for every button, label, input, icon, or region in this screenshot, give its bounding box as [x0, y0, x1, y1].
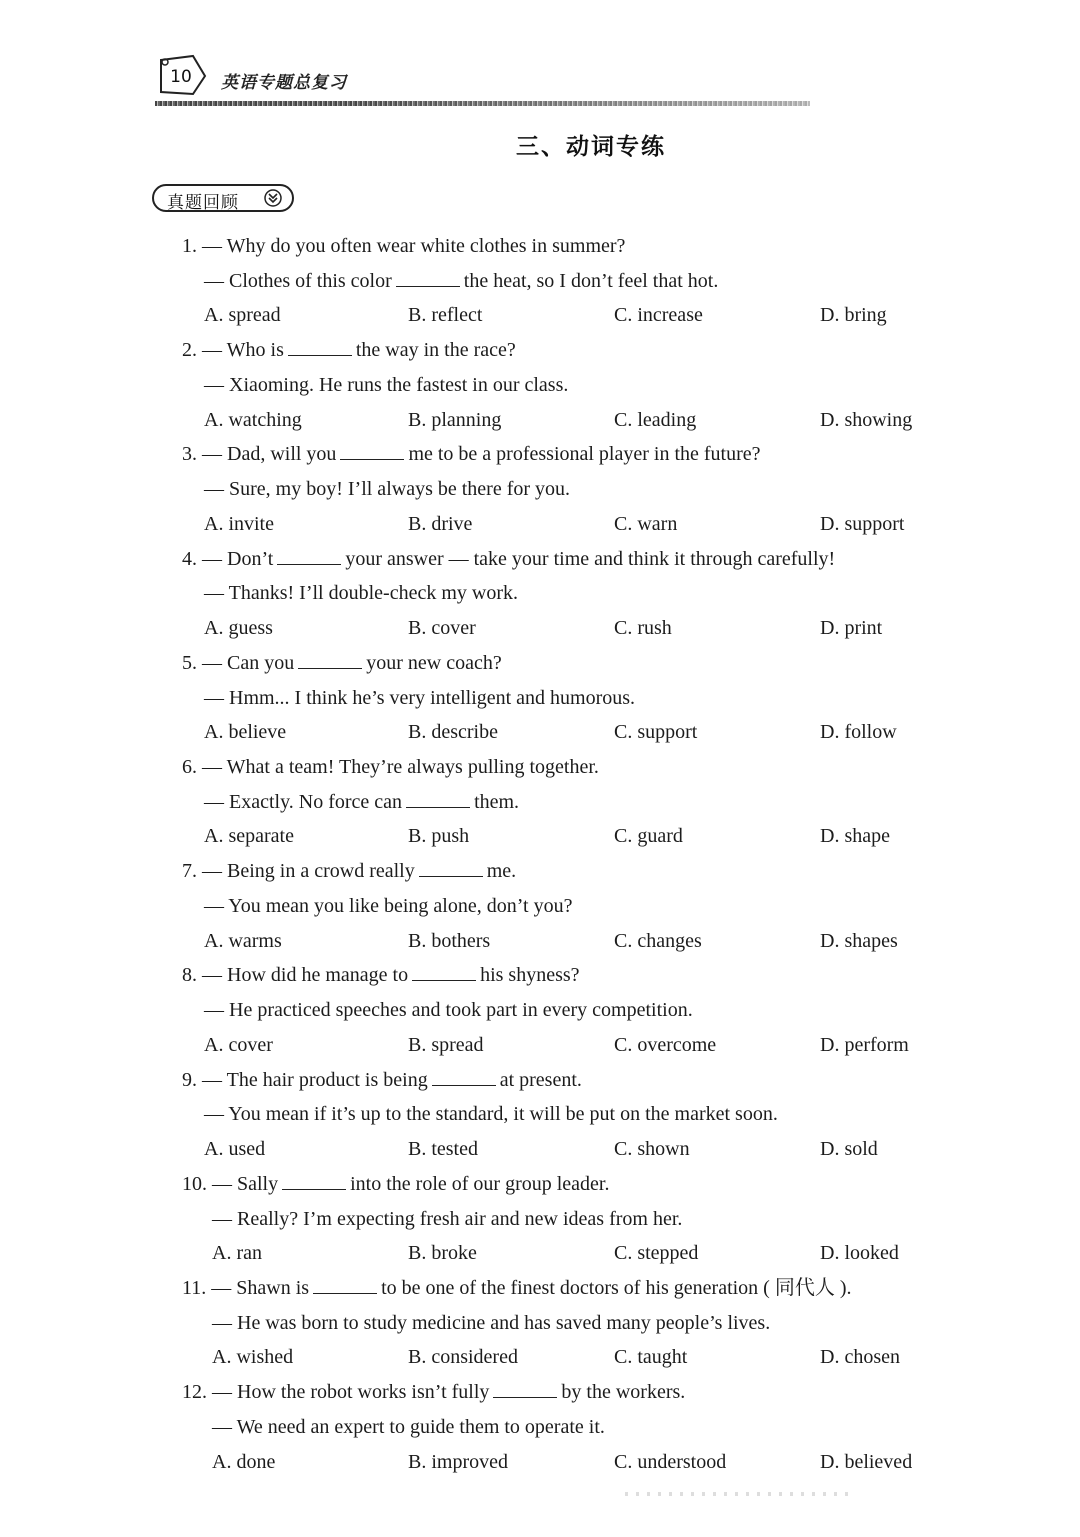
answer-option-a: A. believe — [204, 721, 287, 744]
answer-option-d: D. showing — [820, 408, 913, 431]
question-number: 4. — [182, 547, 197, 570]
answer-option-a: A. spread — [204, 304, 281, 327]
reply-text: — Sure, my boy! I’ll always be there for you. — [204, 478, 571, 501]
question-text-after-blank: into the role of our group leader. — [350, 1172, 610, 1195]
answer-option-a: A. invite — [204, 512, 274, 535]
answer-option-d: D. shapes — [820, 929, 898, 952]
answer-option-a: A. wished — [212, 1346, 294, 1369]
answer-blank — [313, 1277, 377, 1294]
answer-blank — [419, 860, 483, 877]
question-number: 3. — [182, 443, 197, 466]
reply-line — [204, 269, 718, 293]
answer-option-d: D. support — [820, 512, 905, 535]
question-text: — Sally — [212, 1172, 279, 1195]
question-line — [182, 755, 599, 779]
question-text-after-blank: me to be a professional player in the future? — [408, 443, 761, 466]
answer-option-c: C. understood — [614, 1450, 727, 1473]
question-text: — Can you — [202, 651, 295, 674]
answer-option-b: B. considered — [408, 1346, 518, 1369]
question-line — [182, 338, 516, 362]
answer-option-d: D. looked — [820, 1242, 899, 1265]
answer-option-d: D. perform — [820, 1033, 909, 1056]
answer-option-b: B. tested — [408, 1138, 478, 1160]
reply-line — [204, 581, 518, 605]
question-number: 8. — [182, 964, 197, 987]
scan-noise — [625, 1492, 855, 1496]
answer-blank — [340, 443, 404, 460]
question-number: 10. — [182, 1172, 207, 1195]
answer-option-d: D. follow — [820, 721, 897, 744]
reply-line — [204, 894, 572, 918]
reply-line — [204, 1102, 778, 1126]
question-line — [182, 442, 761, 466]
answer-option-c: C. rush — [614, 617, 672, 639]
answer-option-c: C. guard — [614, 825, 683, 848]
answer-blank — [282, 1173, 346, 1190]
answer-option-b: B. spread — [408, 1033, 484, 1056]
answer-blank — [288, 339, 352, 356]
answer-option-d: D. print — [820, 617, 883, 639]
question-text: — Who is — [202, 339, 284, 362]
question-line — [182, 1276, 852, 1300]
answer-option-b: B. cover — [408, 617, 476, 639]
answer-option-a: A. warms — [204, 929, 282, 952]
answer-blank — [412, 964, 476, 981]
question-number: 9. — [182, 1068, 197, 1091]
book-title: 英语专题总复习 — [221, 73, 347, 93]
answer-option-a: A. done — [212, 1450, 276, 1473]
question-text-after-blank: his shyness? — [480, 964, 580, 987]
answer-option-c: C. overcome — [614, 1033, 717, 1056]
question-number: 7. — [182, 860, 197, 883]
answer-option-c: C. increase — [614, 304, 703, 327]
answer-option-b: B. improved — [408, 1450, 508, 1473]
question-number: 5. — [182, 651, 197, 674]
reply-text: — Xiaoming. He runs the fastest in our class. — [204, 373, 569, 396]
answer-option-a: A. separate — [204, 825, 294, 848]
question-line — [182, 1172, 610, 1196]
question-line — [182, 1380, 685, 1404]
answer-option-b: B. push — [408, 825, 470, 848]
question-text: — Why do you often wear white clothes in summer? — [202, 235, 626, 257]
question-number: 6. — [182, 756, 197, 778]
question-text-after-blank: the way in the race? — [355, 339, 516, 362]
reply-line — [212, 1415, 605, 1439]
answer-option-d: D. shape — [820, 825, 890, 848]
reply-line — [204, 686, 635, 710]
reply-line — [212, 1207, 682, 1231]
reply-text: — Clothes of this color — [204, 269, 392, 292]
reply-line — [204, 373, 568, 397]
reply-text: — You mean if it’s up to the standard, it will be put on the market soon. — [204, 1103, 778, 1126]
answer-blank — [432, 1069, 496, 1086]
question-text: — Being in a crowd really — [202, 860, 415, 883]
answer-option-c: C. leading — [614, 408, 697, 431]
answer-option-a: A. watching — [204, 408, 302, 431]
question-text: — Shawn is — [211, 1277, 310, 1299]
answer-option-d: D. bring — [820, 304, 887, 327]
answer-option-b: B. planning — [408, 408, 502, 431]
answer-option-a: A. used — [204, 1138, 266, 1160]
question-number: 11. — [182, 1277, 207, 1299]
question-text-after-blank: by the workers. — [561, 1381, 686, 1404]
reply-line — [204, 790, 519, 814]
question-text-after-blank: your answer — take your time and think it through carefully! — [345, 547, 836, 570]
section-tag-label: 真题回顾 — [167, 193, 239, 213]
answer-blank — [277, 548, 341, 565]
reply-text: — He practiced speeches and took part in every competition. — [204, 999, 693, 1022]
page-header — [155, 52, 810, 108]
answer-option-b: B. bothers — [408, 929, 491, 952]
question-text: — How the robot works isn’t fully — [212, 1381, 490, 1404]
answer-option-c: C. support — [614, 721, 698, 744]
answer-option-c: C. warn — [614, 512, 678, 535]
reply-text: — Thanks! I’ll double-check my work. — [204, 582, 518, 605]
page-number-badge — [155, 52, 207, 98]
answer-blank — [298, 652, 362, 669]
question-line — [182, 1068, 582, 1092]
section-tag — [152, 184, 294, 212]
answer-blank — [406, 791, 470, 808]
reply-line — [204, 998, 693, 1022]
reply-text: — We need an expert to guide them to operate it. — [212, 1415, 605, 1438]
double-chevron-down-icon — [264, 189, 282, 207]
answer-blank — [493, 1381, 557, 1398]
answer-option-d: D. sold — [820, 1138, 878, 1160]
question-line — [182, 963, 580, 987]
answer-option-b: B. reflect — [408, 304, 483, 327]
answer-option-b: B. broke — [408, 1242, 477, 1265]
question-line — [182, 547, 835, 571]
reply-text: — He was born to study medicine and has saved many people’s lives. — [212, 1311, 771, 1334]
answer-option-d: D. believed — [820, 1450, 913, 1473]
section-title: 三、动词专练 — [516, 134, 666, 160]
reply-text-after-blank: the heat, so I don’t feel that hot. — [463, 269, 719, 292]
reply-text: — Hmm... I think he’s very intelligent and humorous. — [204, 686, 636, 709]
question-line — [182, 859, 516, 883]
reply-text-after-blank: them. — [474, 790, 520, 813]
answer-option-d: D. chosen — [820, 1346, 900, 1369]
reply-line — [204, 477, 570, 501]
question-text-after-blank: at present. — [499, 1068, 582, 1091]
question-text-after-blank: me. — [486, 860, 517, 883]
reply-text: — You mean you like being alone, don’t you? — [204, 894, 573, 917]
answer-option-c: C. stepped — [614, 1242, 699, 1265]
answer-option-b: B. drive — [408, 512, 473, 535]
reply-text: — Really? I’m expecting fresh air and new ideas from her. — [212, 1207, 683, 1230]
answer-option-c: C. taught — [614, 1346, 688, 1369]
answer-option-c: C. shown — [614, 1138, 690, 1160]
question-number: 12. — [182, 1381, 207, 1404]
question-text: — What a team! They’re always pulling together. — [202, 756, 599, 778]
question-number: 1. — [182, 235, 197, 257]
question-line — [182, 651, 502, 675]
answer-blank — [396, 270, 460, 287]
answer-option-a: A. cover — [204, 1033, 273, 1056]
question-text-after-blank: to be one of the finest doctors of his generation ( 同代人 ). — [381, 1277, 852, 1299]
question-text-after-blank: your new coach? — [366, 651, 502, 674]
answer-option-b: B. describe — [408, 721, 498, 744]
answer-option-c: C. changes — [614, 929, 702, 952]
question-number: 2. — [182, 339, 197, 362]
question-text: — Don’t — [202, 547, 274, 570]
answer-option-a: A. guess — [204, 617, 273, 639]
question-text: — Dad, will you — [202, 443, 337, 466]
question-text: — How did he manage to — [202, 964, 409, 987]
reply-text: — Exactly. No force can — [204, 790, 403, 813]
page-number: 10 — [170, 67, 192, 87]
answer-option-a: A. ran — [212, 1242, 262, 1265]
question-text: — The hair product is being — [202, 1068, 428, 1091]
reply-line — [212, 1311, 770, 1335]
question-line — [182, 234, 625, 258]
